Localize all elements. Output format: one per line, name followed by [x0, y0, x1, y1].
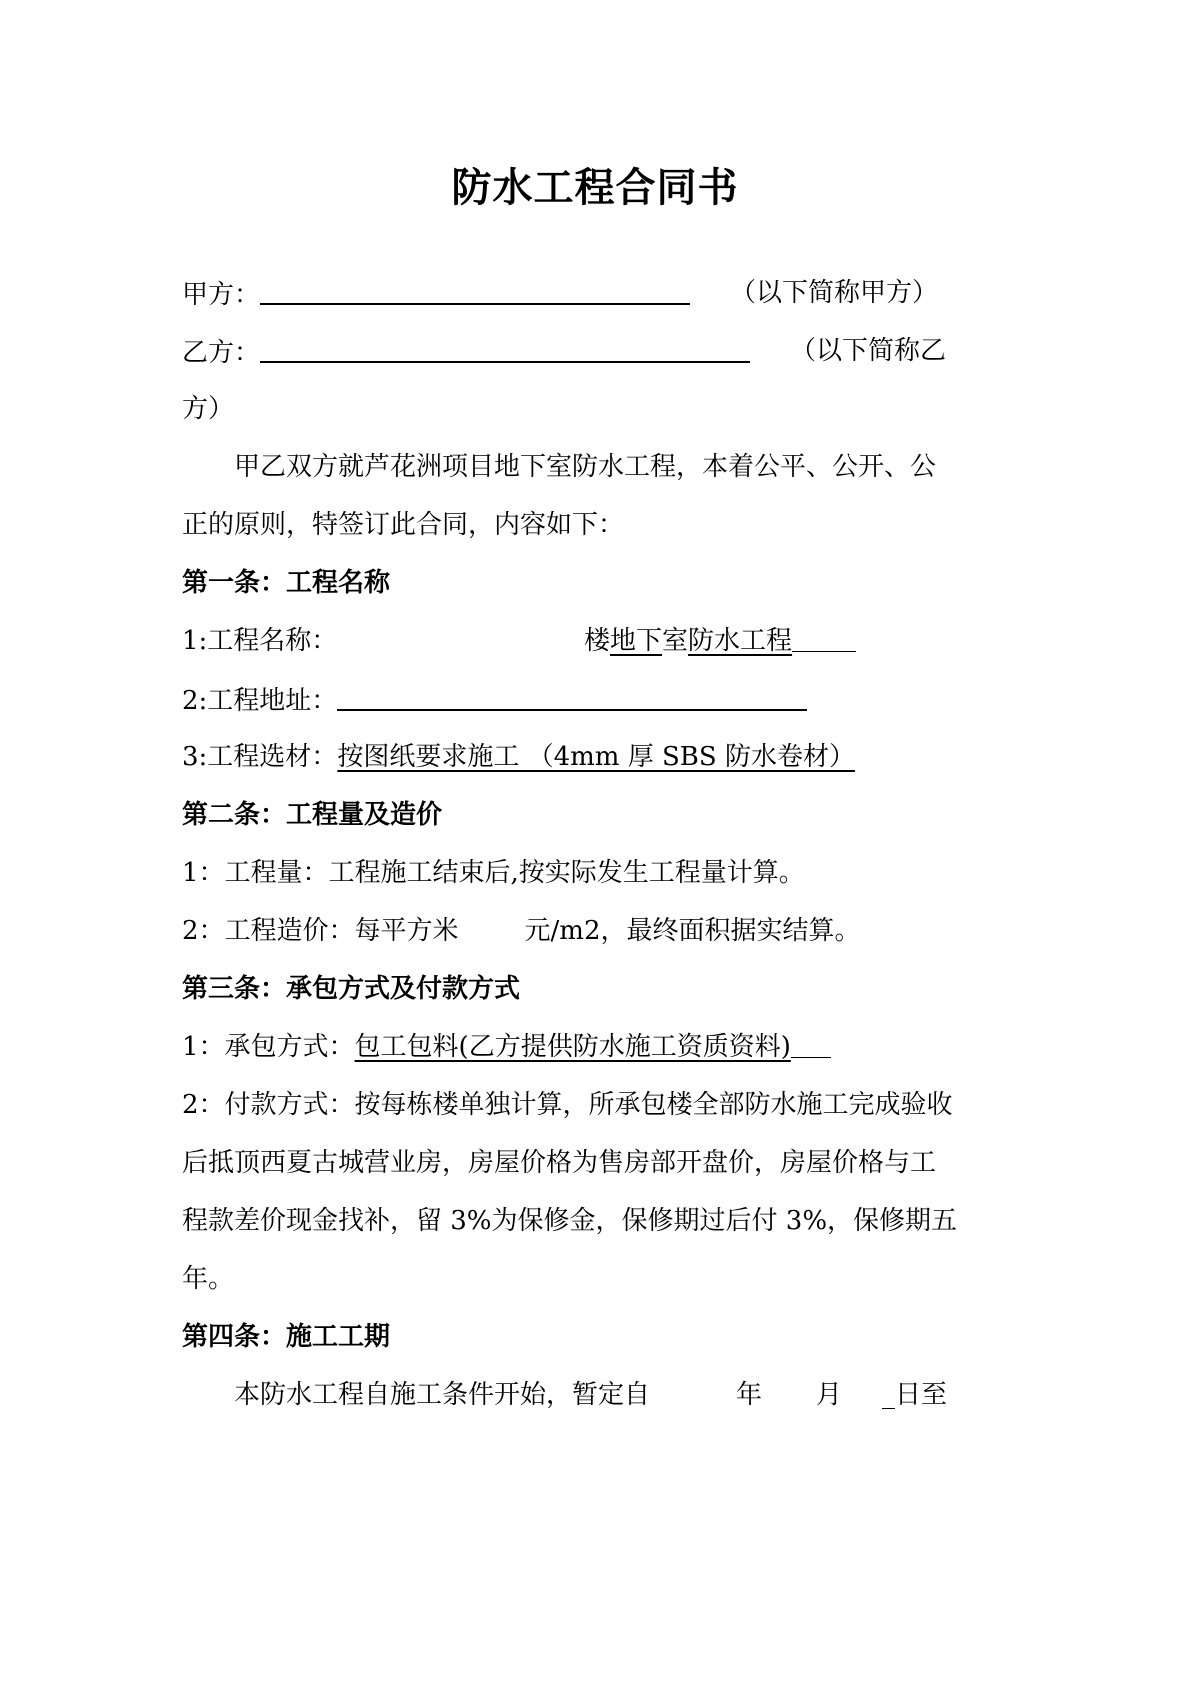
article-4-start-text: 本防水工程自施工条件开始，暂定自 — [234, 1380, 651, 1410]
project-name-building: 楼 — [584, 626, 611, 656]
address-blank — [337, 679, 807, 711]
article-1-item-3-value: 按图纸要求施工 （4mm 厚 SBS 防水卷材） — [337, 742, 855, 772]
project-name-waterproofing: 防水工程 — [688, 626, 793, 656]
party-a-blank — [260, 273, 690, 305]
intro-line-2: 正的原则，特签订此合同，内容如下： — [182, 510, 625, 540]
article-2-item-2 — [182, 911, 861, 951]
project-name-underground: 地下 — [610, 626, 663, 656]
document-title: 防水工程合同书 — [451, 164, 739, 211]
contract-type-blank — [791, 1027, 831, 1058]
article-4-line-1 — [234, 1375, 947, 1415]
project-name-room: 室 — [662, 626, 689, 656]
party-b-note: （以下简称乙 — [790, 336, 947, 366]
article-2-item-2-prefix: 2：工程造价：每平方米 — [182, 916, 459, 946]
intro-line-1: 甲乙双方就芦花洲项目地下室防水工程，本着公平、公开、公 — [234, 452, 937, 482]
article-3-item-2-line-2: 后抵顶西夏古城营业房，房屋价格为售房部开盘价，房屋价格与工 — [182, 1148, 937, 1178]
party-b-blank — [260, 331, 750, 363]
start-month-label: 月 — [816, 1380, 843, 1410]
article-3-item-1-value: 包工包料(乙方提供防水施工资质资料) — [354, 1032, 791, 1062]
article-3-item-1-label: 1：承包方式： — [182, 1032, 355, 1062]
article-3-heading: 第三条：承包方式及付款方式 — [182, 974, 521, 1004]
start-day-label: _日至 — [882, 1380, 948, 1410]
article-2-item-2-suffix: 元/m2，最终面积据实结算。 — [524, 916, 861, 946]
article-3-item-2-line-4: 年。 — [182, 1264, 235, 1294]
project-name-blank — [792, 621, 856, 652]
article-1-item-2-line — [182, 679, 807, 721]
party-a-note: （以下简称甲方） — [730, 278, 939, 308]
article-3-item-2-line-3: 程款差价现金找补，留 3%为保修金，保修期过后付 3%，保修期五 — [182, 1206, 958, 1236]
party-a-label: 甲方： — [182, 280, 261, 310]
article-4-heading: 第四条：施工工期 — [182, 1322, 391, 1352]
start-year-label: 年 — [736, 1380, 763, 1410]
article-2-heading: 第二条：工程量及造价 — [182, 800, 443, 830]
article-1-item-1-value — [584, 621, 856, 661]
article-2-item-1: 1：工程量：工程施工结束后,按实际发生工程量计算。 — [182, 858, 805, 888]
article-1-item-3-line — [182, 737, 855, 777]
party-a-line — [182, 273, 690, 315]
article-3-item-2-line-1: 2：付款方式：按每栋楼单独计算，所承包楼全部防水施工完成验收 — [182, 1090, 953, 1120]
article-1-heading: 第一条：工程名称 — [182, 568, 391, 598]
article-1-item-1-label: 1:工程名称： — [182, 626, 338, 656]
party-b-note-cont: 方） — [182, 394, 235, 424]
article-3-item-1-line — [182, 1027, 831, 1067]
article-1-item-2-label: 2:工程地址： — [182, 686, 338, 716]
party-b-line — [182, 331, 750, 373]
party-b-label: 乙方： — [182, 338, 261, 368]
article-1-item-3-label: 3:工程选材： — [182, 742, 338, 772]
